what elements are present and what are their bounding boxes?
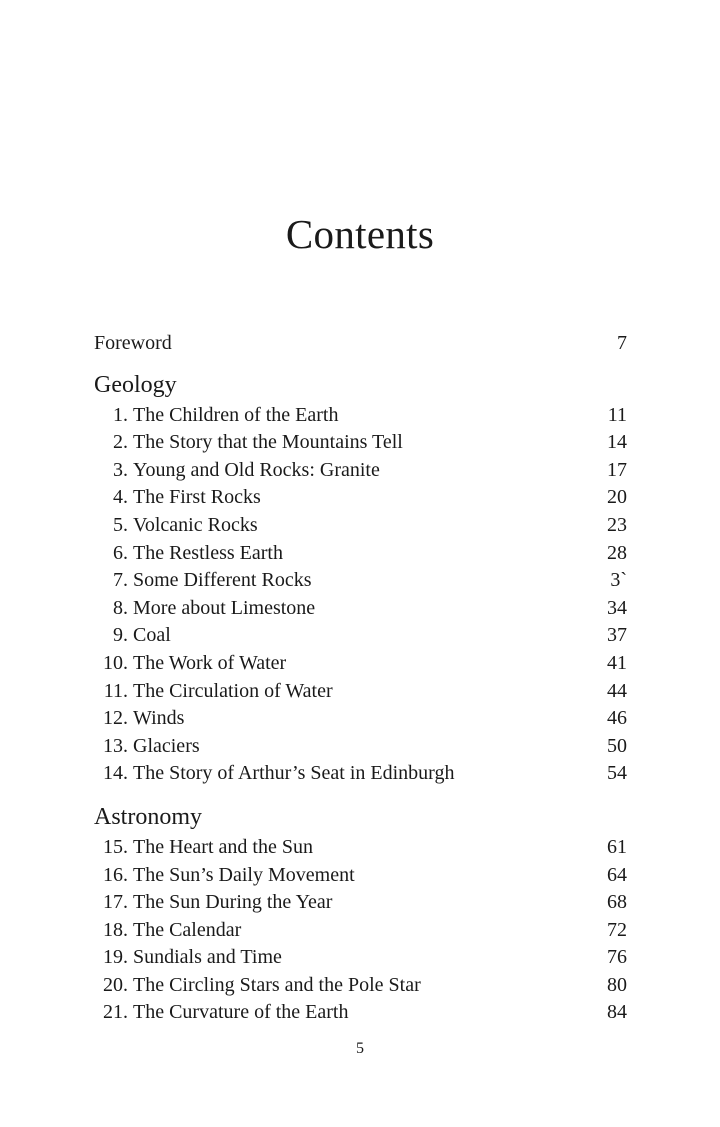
toc-entry[interactable] [94, 402, 627, 430]
toc-entry[interactable] [94, 484, 627, 512]
page-number: 5 [356, 1040, 364, 1057]
entry-page-number: 50 [607, 734, 627, 757]
entry-title: The Restless Earth [133, 541, 283, 564]
entry-page-number: 34 [607, 596, 627, 619]
entry-page-number: 11 [607, 403, 627, 426]
entry-number: 10. [103, 651, 128, 674]
entry-label [94, 733, 200, 761]
entry-title: The Work of Water [133, 651, 287, 674]
entry-title: The Sun’s Daily Movement [133, 863, 355, 886]
entry-number: 11. [103, 679, 128, 702]
entry-page-number: 17 [607, 458, 627, 481]
entry-page-number: 28 [607, 541, 627, 564]
entry-number: 15. [103, 835, 128, 858]
toc-entry[interactable] [94, 972, 627, 1000]
entry-title: More about Limestone [133, 596, 316, 619]
entry-number: 3. [113, 458, 128, 481]
entry-number: 19. [103, 946, 128, 969]
entry-label [94, 972, 421, 1000]
toc-entry[interactable] [94, 650, 627, 678]
entry-number: 1. [113, 403, 128, 426]
entry-number: 9. [113, 624, 128, 647]
entry-label [94, 999, 348, 1027]
entry-title: The First Rocks [133, 486, 261, 509]
entry-label [94, 512, 258, 540]
entry-title: The Calendar [133, 918, 242, 941]
entry-label [94, 705, 184, 733]
entry-number: 12. [103, 707, 128, 730]
toc-entry[interactable] [94, 889, 627, 917]
entry-title: The Circling Stars and the Pole Star [133, 973, 421, 996]
entry-number: 2. [113, 431, 128, 454]
toc-entry[interactable] [94, 862, 627, 890]
entry-title: Glaciers [133, 734, 200, 757]
entry-label [94, 650, 286, 678]
entry-page-number: 20 [607, 486, 627, 509]
entry-title: Foreword [94, 332, 172, 354]
entry-page-number: 61 [607, 835, 627, 858]
entry-page-number: 23 [607, 513, 627, 536]
entry-label [94, 484, 261, 512]
entry-number: 21. [103, 1001, 128, 1024]
toc-entry[interactable] [94, 429, 627, 457]
entry-label [94, 457, 380, 485]
entry-page-number: 72 [607, 918, 627, 941]
entry-page-number: 54 [607, 762, 627, 785]
entry-title: Coal [133, 624, 171, 647]
entry-title: Young and Old Rocks: Granite [133, 458, 380, 481]
entry-title: Sundials and Time [133, 946, 282, 969]
entry-number: 5. [113, 513, 128, 536]
toc-entry[interactable] [94, 567, 627, 595]
toc-entry[interactable] [94, 512, 627, 540]
entry-title: The Curvature of the Earth [133, 1001, 349, 1024]
entry-title: The Heart and the Sun [133, 835, 313, 858]
entry-number: 6. [113, 541, 128, 564]
toc-entry[interactable] [94, 622, 627, 650]
toc-entry[interactable] [94, 917, 627, 945]
entry-number: 7. [113, 569, 128, 592]
toc-entry[interactable] [94, 733, 627, 761]
entry-label [94, 678, 333, 706]
toc-entry[interactable] [94, 595, 627, 623]
entry-title: The Children of the Earth [133, 403, 339, 426]
toc-entry[interactable] [94, 999, 627, 1027]
entry-label [94, 622, 171, 650]
entry-page-number: 46 [607, 707, 627, 730]
entry-number: 4. [113, 486, 128, 509]
entry-page-number: 44 [607, 679, 627, 702]
entry-label [94, 862, 355, 890]
entry-title: The Story that the Mountains Tell [133, 431, 403, 454]
toc-entry[interactable] [94, 834, 627, 862]
entry-number: 18. [103, 918, 128, 941]
entry-label [94, 834, 313, 862]
entry-label [94, 540, 283, 568]
toc-entry[interactable] [94, 944, 627, 972]
entry-page-number: 7 [617, 332, 627, 354]
entry-page-number: 14 [607, 431, 627, 454]
entry-label [94, 760, 454, 788]
entry-page-number: 3` [610, 569, 627, 592]
entry-number: 17. [103, 891, 128, 914]
toc-entry-foreword[interactable] [94, 330, 627, 358]
section-heading: Astronomy [94, 803, 202, 830]
toc-sections [94, 368, 627, 1027]
entry-page-number: 41 [607, 651, 627, 674]
toc-entry[interactable] [94, 705, 627, 733]
entry-label [94, 402, 339, 430]
entry-page-number: 76 [607, 946, 627, 969]
entry-title: The Circulation of Water [133, 679, 333, 702]
toc-entry[interactable] [94, 760, 627, 788]
entry-title: Volcanic Rocks [133, 513, 258, 536]
entry-page-number: 37 [607, 624, 627, 647]
page-title: Contents [285, 211, 435, 257]
table-of-contents [94, 330, 627, 1027]
entry-number: 8. [113, 596, 128, 619]
entry-title: Some Different Rocks [133, 569, 312, 592]
entry-label [94, 567, 312, 595]
toc-entry[interactable] [94, 678, 627, 706]
entry-page-number: 68 [607, 891, 627, 914]
entry-number: 14. [103, 762, 128, 785]
entry-label [94, 944, 282, 972]
entry-page-number: 64 [607, 863, 627, 886]
entry-number: 13. [103, 734, 128, 757]
entry-label [94, 917, 241, 945]
entry-title: Winds [133, 707, 185, 730]
entry-label [94, 889, 332, 917]
entry-title: The Sun During the Year [133, 891, 333, 914]
entry-number: 16. [103, 863, 128, 886]
section-heading: Geology [94, 371, 177, 398]
entry-page-number: 80 [607, 973, 627, 996]
toc-entry[interactable] [94, 457, 627, 485]
toc-entry[interactable] [94, 540, 627, 568]
entry-number: 20. [103, 973, 128, 996]
entry-title: The Story of Arthur’s Seat in Edinburgh [133, 762, 455, 785]
entry-label [94, 429, 403, 457]
entry-label [94, 595, 315, 623]
entry-page-number: 84 [607, 1001, 627, 1024]
